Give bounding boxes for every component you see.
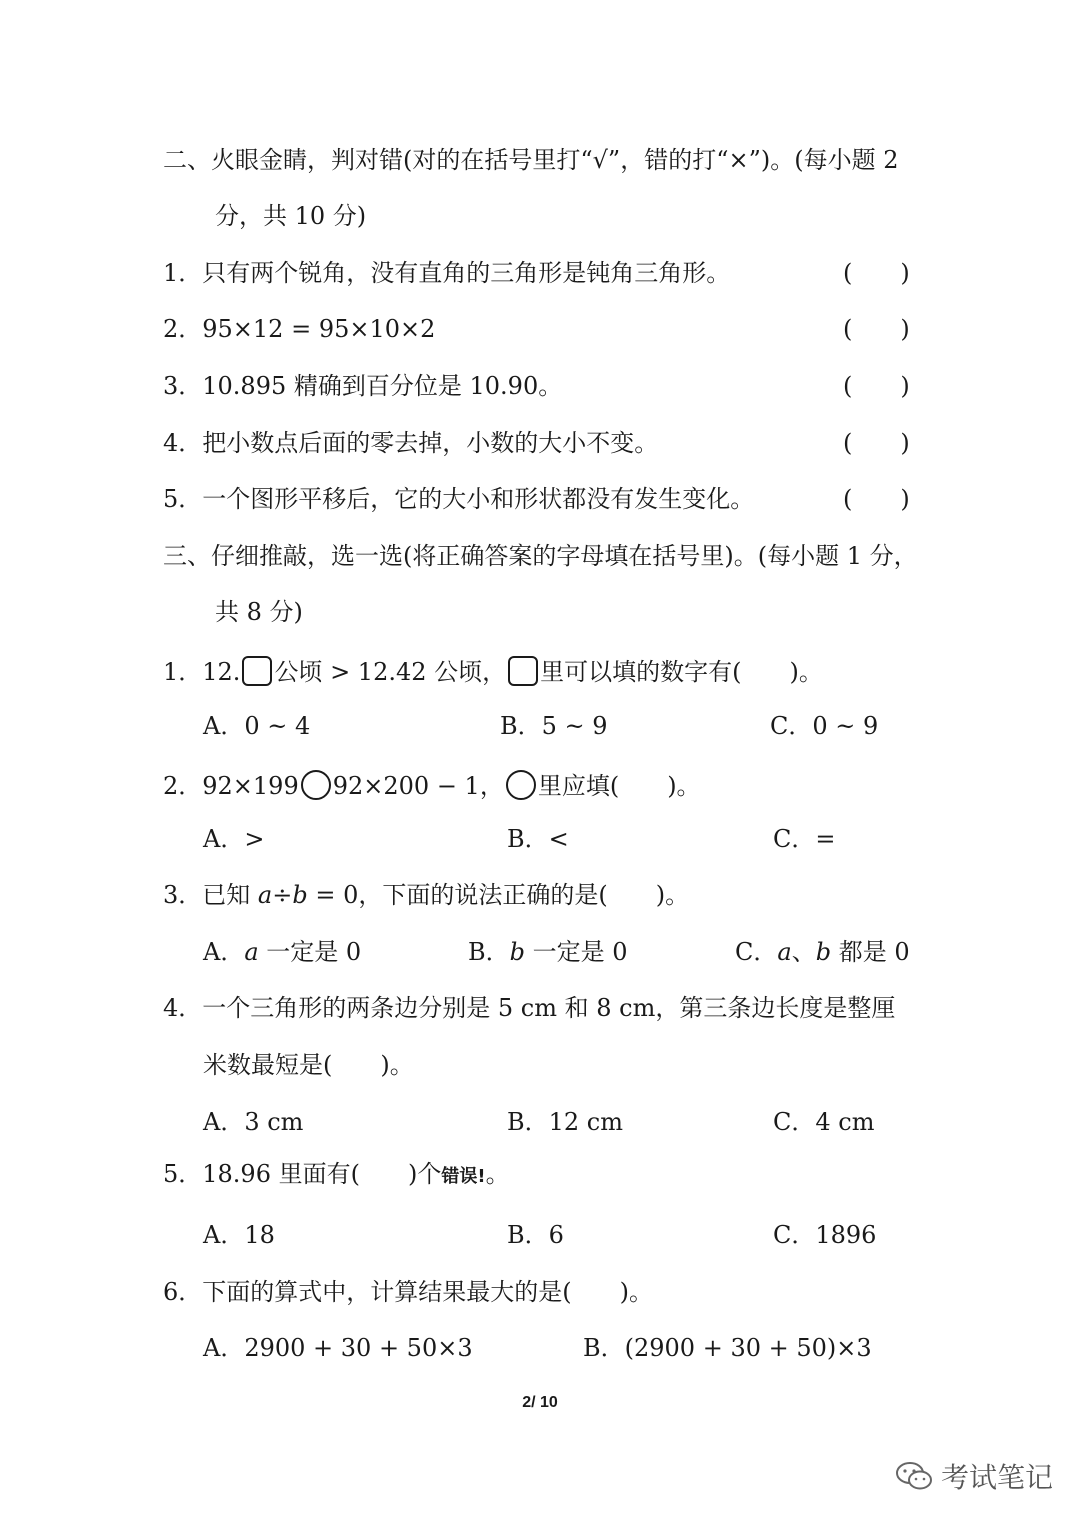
q4-option-c[interactable]: C．4 cm xyxy=(773,1108,875,1136)
q6-option-a[interactable]: A．2900 + 30 + 50×3 xyxy=(203,1334,473,1362)
blank-circle[interactable] xyxy=(301,770,331,800)
blank-box[interactable] xyxy=(508,656,538,686)
judge-item-4: 4．把小数点后面的零去掉，小数的大小不变。 xyxy=(163,429,659,457)
q2-option-b[interactable]: B．< xyxy=(507,825,569,853)
q3-option-a[interactable]: A．a 一定是 0 xyxy=(203,938,362,966)
page-number: 2/ 10 xyxy=(522,1394,558,1411)
q3-option-b[interactable]: B．b 一定是 0 xyxy=(468,938,628,966)
answer-paren-3[interactable]: ( ) xyxy=(843,372,910,400)
section3-title-line2: 共 8 分) xyxy=(215,598,303,626)
q3-option-c[interactable]: C．a、b 都是 0 xyxy=(735,938,910,966)
choice-question-5: 5．18.96 里面有( )个错误!。 xyxy=(163,1160,510,1188)
judge-item-1: 1．只有两个锐角，没有直角的三角形是钝角三角形。 xyxy=(163,259,731,287)
q6-option-b[interactable]: B．(2900 + 30 + 50)×3 xyxy=(583,1334,872,1362)
q1-option-a[interactable]: A．0 ~ 4 xyxy=(203,712,311,740)
answer-paren-1[interactable]: ( ) xyxy=(843,259,910,287)
watermark xyxy=(895,1456,1053,1496)
q5-option-c[interactable]: C．1896 xyxy=(773,1221,877,1249)
q4-option-b[interactable]: B．12 cm xyxy=(507,1108,624,1136)
choice-question-4-line2: 米数最短是( )。 xyxy=(203,1051,414,1079)
choice-question-1: 1．12. 公顷 > 12.42 公顷， 里可以填的数字有( )。 xyxy=(163,658,823,686)
q5-option-a[interactable]: A．18 xyxy=(203,1221,275,1249)
error-text: 错误! xyxy=(441,1166,486,1187)
q5-option-b[interactable]: B．6 xyxy=(507,1221,564,1249)
choice-question-3: 3．已知 a÷b = 0，下面的说法正确的是( )。 xyxy=(163,881,690,909)
judge-item-3: 3．10.895 精确到百分位是 10.90。 xyxy=(163,372,563,400)
section2-title-line2: 分，共 10 分) xyxy=(215,202,367,230)
judge-item-2: 2．95×12 = 95×10×2 xyxy=(163,315,436,343)
q4-option-a[interactable]: A．3 cm xyxy=(203,1108,304,1136)
section3-title-line1: 三、仔细推敲，选一选(将正确答案的字母填在括号里)。(每小题 1 分， xyxy=(163,542,918,570)
choice-question-4-line1: 4．一个三角形的两条边分别是 5 cm 和 8 cm，第三条边长度是整厘 xyxy=(163,994,896,1022)
choice-question-2: 2．92×199 92×200 − 1， 里应填( )。 xyxy=(163,772,701,800)
choice-question-6: 6．下面的算式中，计算结果最大的是( )。 xyxy=(163,1278,653,1306)
judge-item-5: 5．一个图形平移后，它的大小和形状都没有发生变化。 xyxy=(163,485,755,513)
answer-paren-4[interactable]: ( ) xyxy=(843,429,910,457)
q2-option-a[interactable]: A．> xyxy=(203,825,265,853)
q2-option-c[interactable]: C．= xyxy=(773,825,836,853)
blank-circle[interactable] xyxy=(506,770,536,800)
answer-paren-2[interactable]: ( ) xyxy=(843,315,910,343)
watermark-text: 考试笔记 xyxy=(941,1461,1054,1494)
q1-option-c[interactable]: C．0 ~ 9 xyxy=(770,712,879,740)
blank-box[interactable] xyxy=(242,656,272,686)
answer-paren-5[interactable]: ( ) xyxy=(843,485,910,513)
wechat-icon xyxy=(895,1460,933,1492)
q1-option-b[interactable]: B．5 ~ 9 xyxy=(500,712,608,740)
section2-title-line1: 二、火眼金睛，判对错(对的在括号里打“√”，错的打“×”)。(每小题 2 xyxy=(163,146,899,174)
